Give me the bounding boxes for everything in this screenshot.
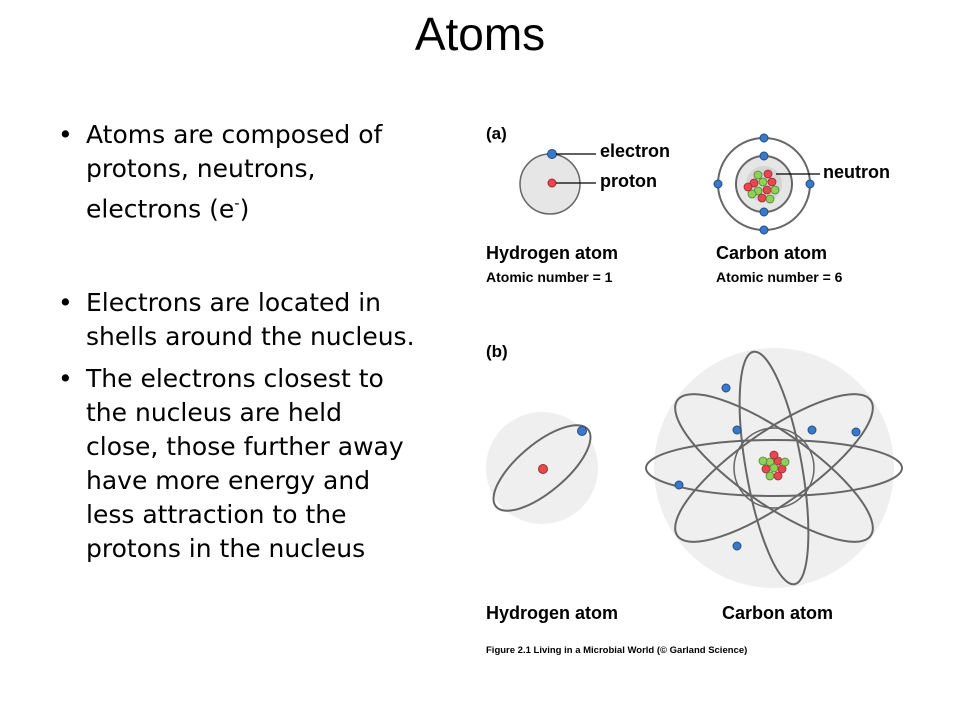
neutron-label: neutron <box>823 162 890 182</box>
slide-title: Atoms <box>414 8 546 60</box>
proton-dot <box>548 179 556 187</box>
carbon-atomic-number: Atomic number = 6 <box>716 269 843 285</box>
carbon-atom-label-b: Carbon atom <box>722 603 834 623</box>
atom-diagram <box>470 110 940 670</box>
proton-label: proton <box>600 171 657 191</box>
bullet-list <box>58 118 418 566</box>
electron-label: electron <box>600 141 671 161</box>
electron-dot <box>578 427 587 436</box>
panel-b-label: (b) <box>486 342 508 361</box>
figure-caption: Figure 2.1 Living in a Microbial World (© Garland Science) <box>486 645 748 656</box>
carbon-atom-b <box>646 347 902 589</box>
proton-dot <box>539 465 548 474</box>
hydrogen-atom-b <box>481 411 604 525</box>
hydrogen-atomic-number: Atomic number = 1 <box>486 269 613 285</box>
electron-dot <box>548 150 557 159</box>
panel-a-label: (a) <box>486 124 507 143</box>
bullet-composition-tail: ) <box>239 194 250 224</box>
carbon-atom-label-a: Carbon atom <box>716 243 828 263</box>
atom-figure <box>470 110 940 670</box>
electron-charge: - <box>234 194 240 212</box>
carbon-atom-a <box>714 134 820 234</box>
bullet-shells: • Electrons are located in shells around the nucleus. <box>58 286 418 354</box>
bullet-composition <box>58 118 418 226</box>
bullet-composition-text: Atoms are composed of protons, neutrons, electrons (e <box>86 120 383 224</box>
hydrogen-atom-label-a: Hydrogen atom <box>486 243 619 263</box>
hydrogen-atom-label-b: Hydrogen atom <box>486 603 619 623</box>
hydrogen-atom-a <box>520 150 596 215</box>
bullet-energy: • The electrons closest to the nucleus are held close, those further away have more energy and less attraction to the protons in the nucleus <box>58 362 418 566</box>
